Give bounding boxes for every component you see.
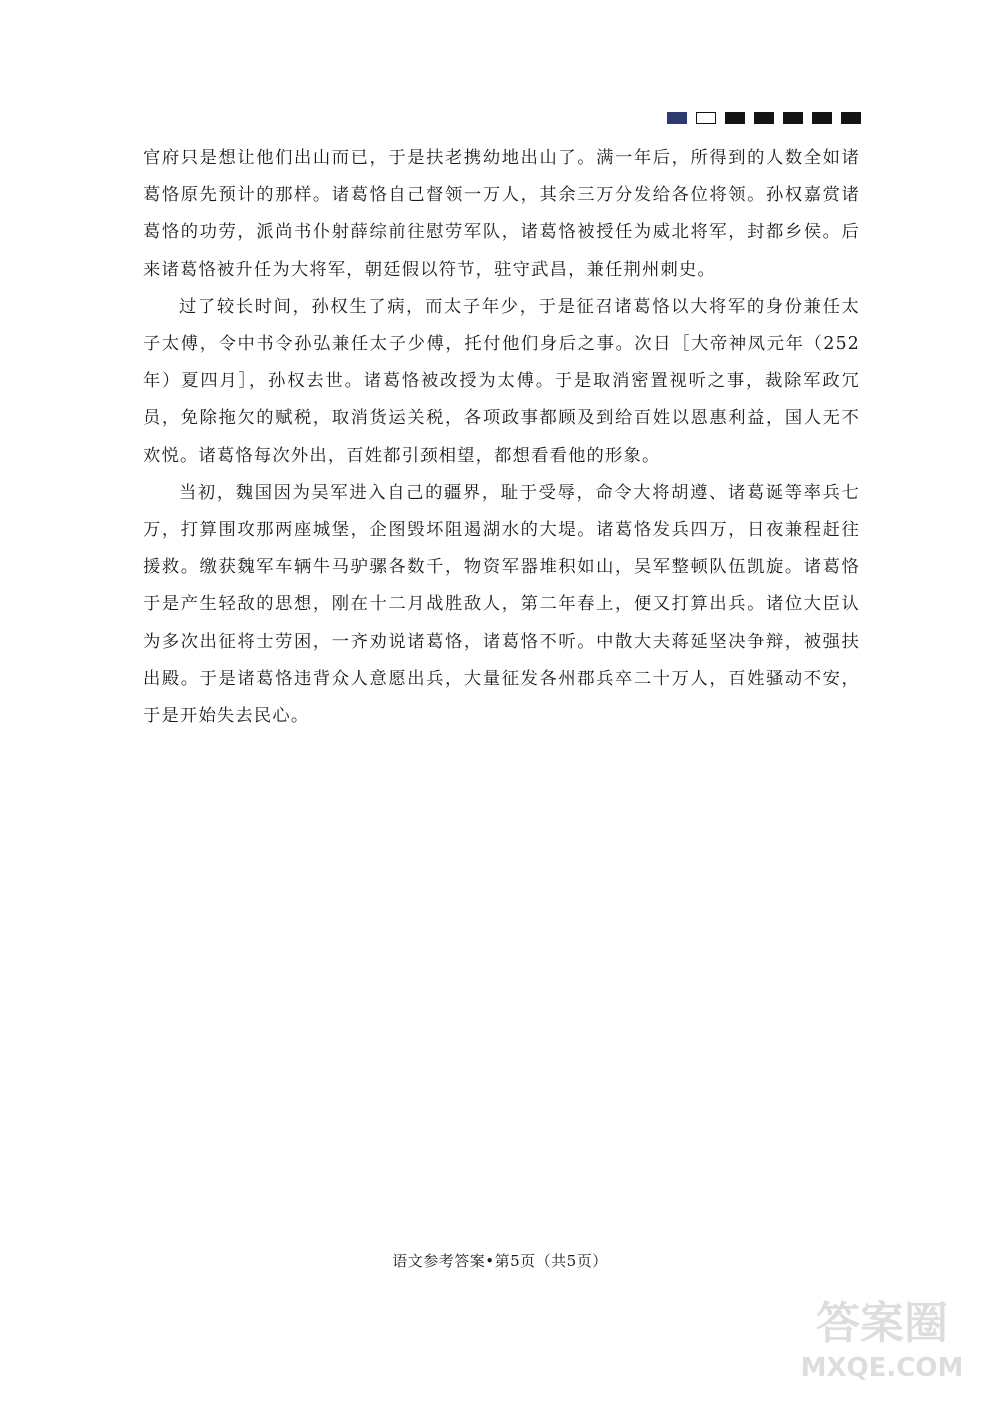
watermark-main-text: 答案圈 [816, 1298, 948, 1349]
document-body [143, 140, 860, 735]
page-footer [0, 1250, 1000, 1271]
page-indicator [667, 112, 861, 124]
page-indicator-square [725, 112, 745, 124]
paragraph-2: 过了较长时间，孙权生了病，而太子年少，于是征召诸葛恪以大将军的身份兼任太子太傅，令中书令孙弘兼任太子少傅，托付他们身后之事。次日［大帝神凤元年（252年）夏四月］，孙权去世。诸葛恪被改授为太傅。于是取消密置视听之事，裁除军政冗员，免除拖欠的赋税，取消货运关税，各项政事都顾及到给百姓以恩惠利益，国人无不欢悦。诸葛恪每次外出，百姓都引颈相望，都想看看他的形象。 [143, 296, 860, 466]
footer-separator: • [485, 1252, 495, 1270]
watermark-logo [792, 1288, 972, 1388]
page-indicator-square [783, 112, 803, 124]
page-indicator-square [754, 112, 774, 124]
page-indicator-square [696, 112, 716, 124]
paragraph-1: 官府只是想让他们出山而已，于是扶老携幼地出山了。满一年后，所得到的人数全如诸葛恪原先预计的那样。诸葛恪自己督领一万人，其余三万分发给各位将领。孙权嘉赏诸葛恪的功劳，派尚书仆射薛综前往慰劳军队，诸葛恪被授任为威北将军，封都乡侯。后来诸葛恪被升任为大将军，朝廷假以符节，驻守武昌，兼任荆州刺史。 [143, 148, 860, 280]
page-indicator-square [812, 112, 832, 124]
page-indicator-square [667, 112, 687, 124]
footer-subject: 语文参考答案 [392, 1252, 486, 1270]
watermark-url-text: MXQE.COM [800, 1353, 964, 1383]
paragraph-3: 当初，魏国因为吴军进入自己的疆界，耻于受辱，命令大将胡遵、诸葛诞等率兵七万，打算围攻那两座城堡，企图毁坏阻遏湖水的大堤。诸葛恪发兵四万，日夜兼程赶往援救。缴获魏军车辆牛马驴骡各数千，物资军器堆积如山，吴军整顿队伍凯旋。诸葛恪于是产生轻敌的思想，刚在十二月战胜敌人，第二年春上，便又打算出兵。诸位大臣认为多次出征将士劳困，一齐劝说诸葛恪，诸葛恪不听。中散大夫蒋延坚决争辩，被强扶出殿。于是诸葛恪违背众人意愿出兵，大量征发各州郡兵卒二十万人，百姓骚动不安，于是开始失去民心。 [143, 482, 860, 727]
footer-page-number: 第5页（共5页） [494, 1252, 608, 1270]
page-indicator-square [841, 112, 861, 124]
